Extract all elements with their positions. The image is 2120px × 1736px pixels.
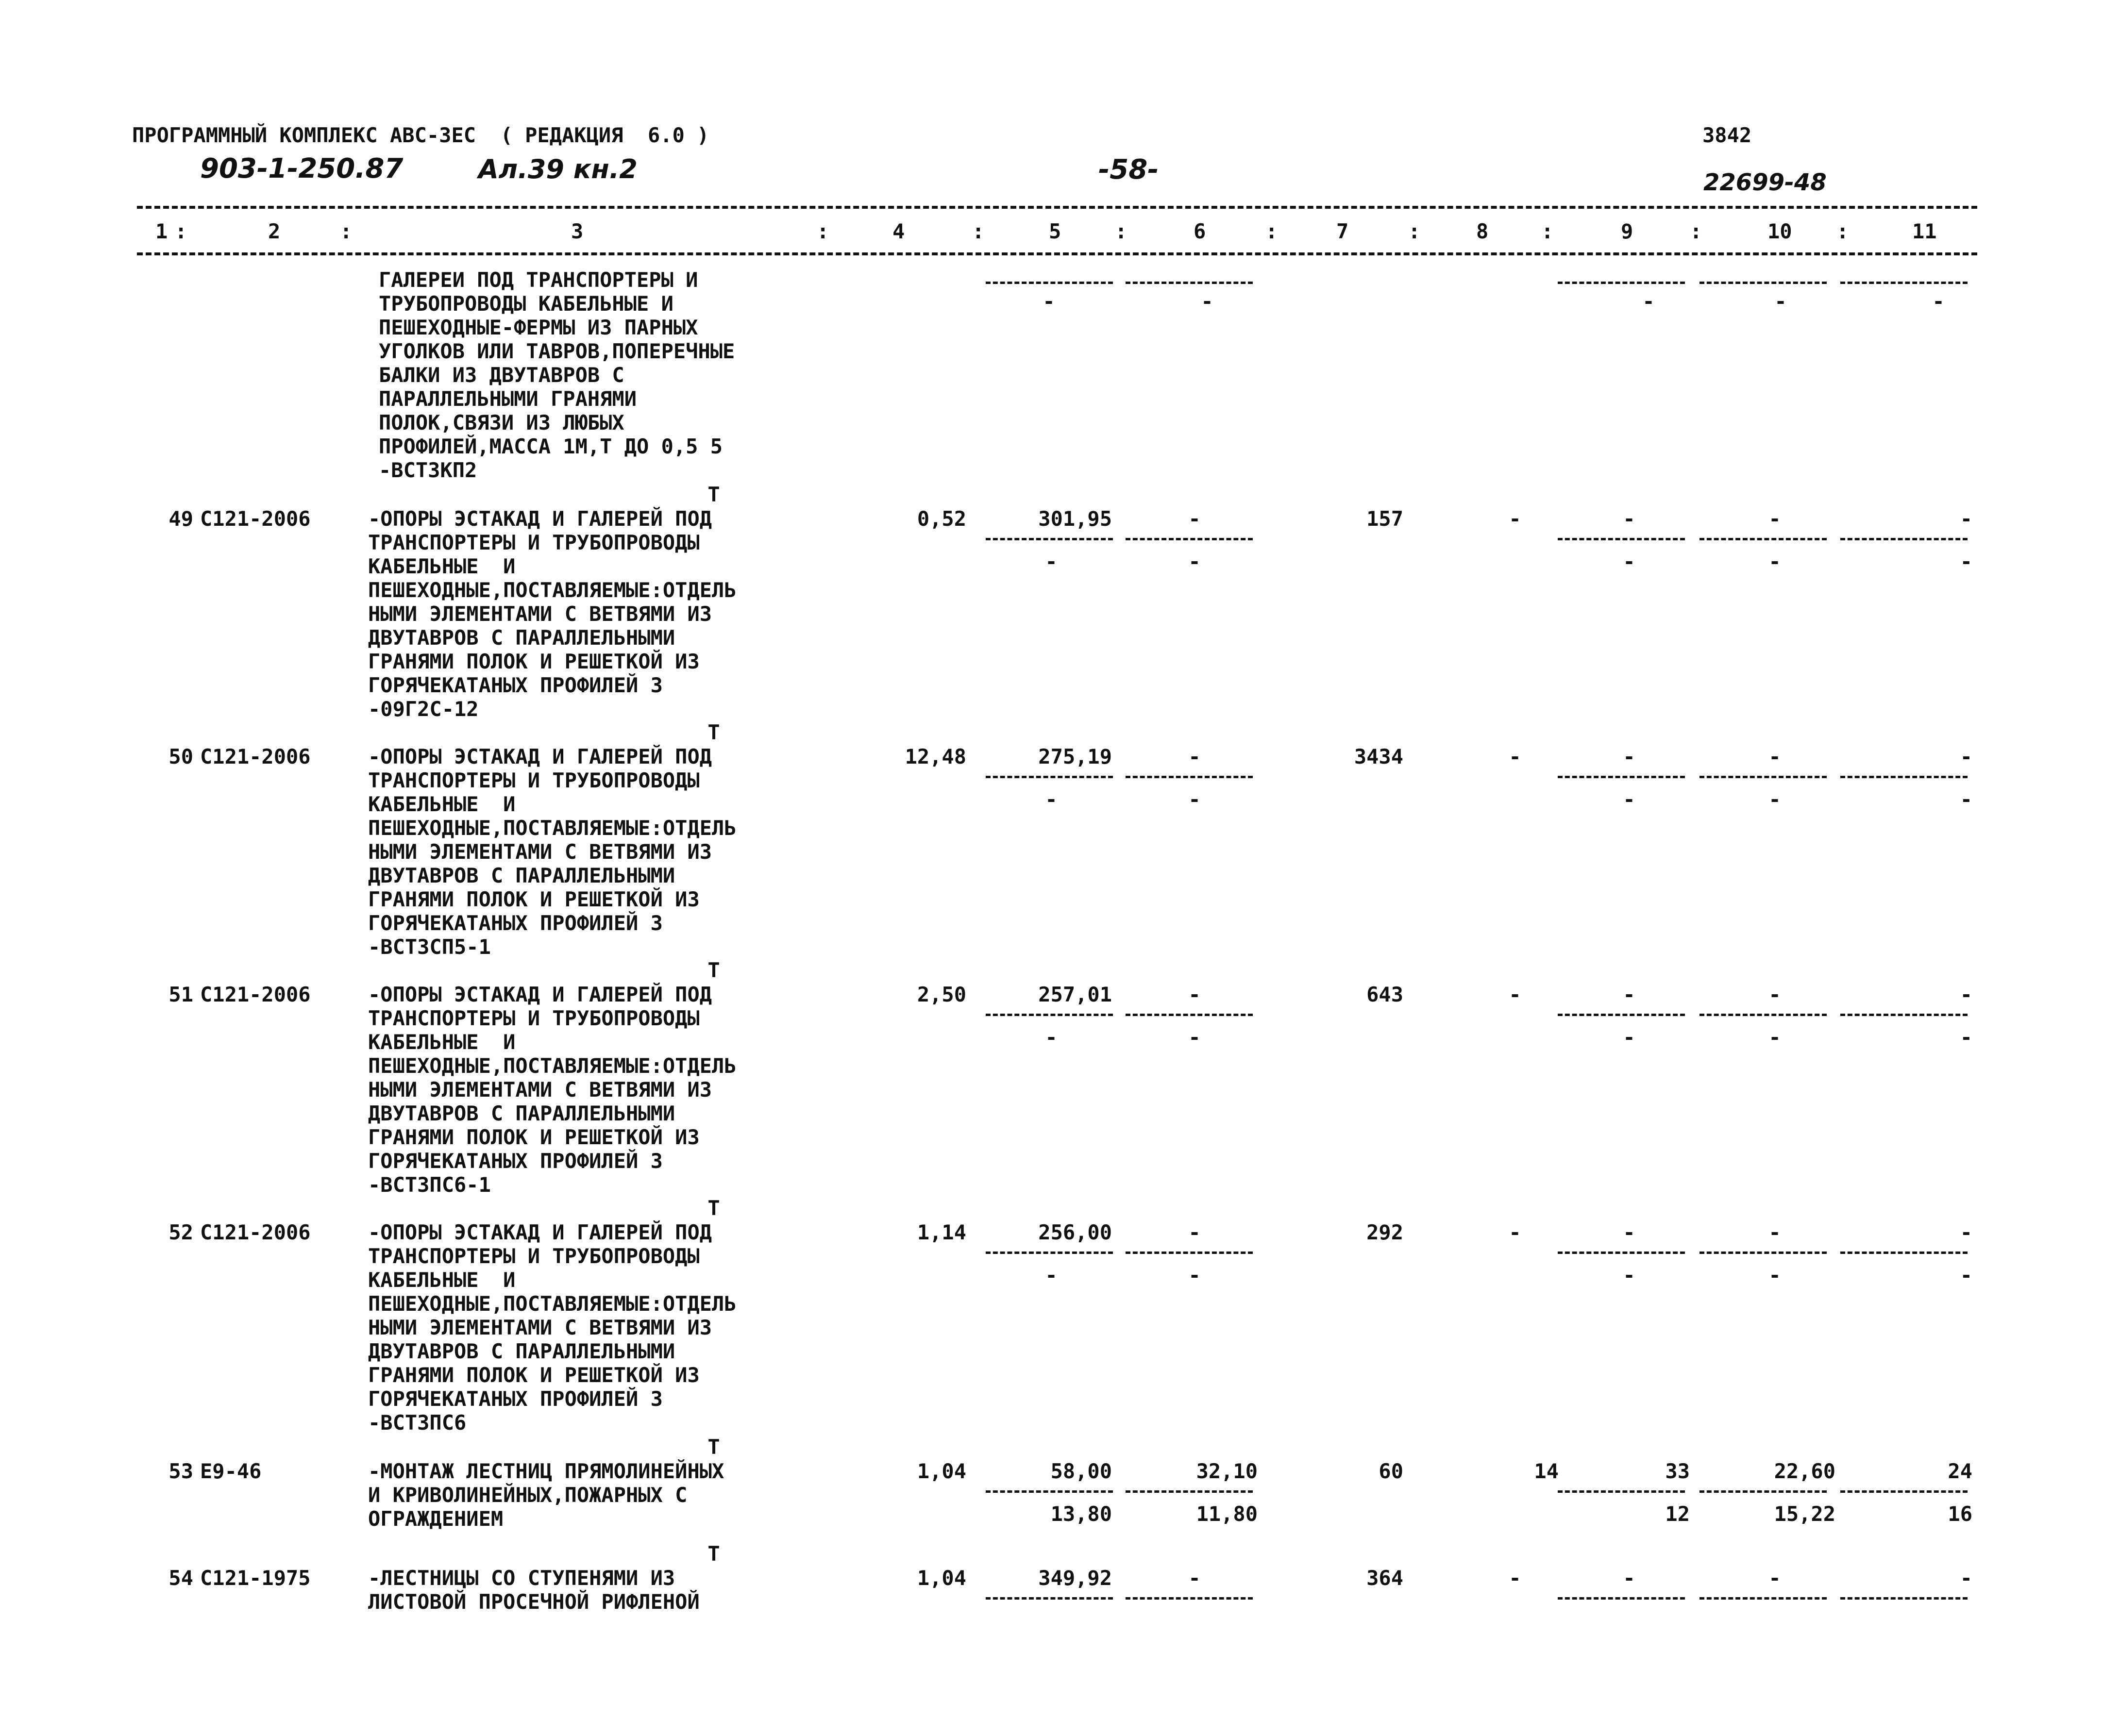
- quantity: 1,14: [917, 1220, 966, 1244]
- subtotal-rule: [1699, 282, 1827, 284]
- cell-c6: -: [1188, 983, 1201, 1006]
- column-header-6: 6: [1194, 219, 1206, 243]
- cell-c7: 364: [1366, 1566, 1403, 1590]
- cell-c5-bottom: -: [1045, 1263, 1058, 1287]
- cell-c9-bottom: -: [1623, 550, 1635, 573]
- cell-c9: -: [1623, 745, 1635, 768]
- column-header-5: 5: [1049, 219, 1061, 243]
- column-header-2: 2: [268, 219, 281, 243]
- cell-c8: -: [1509, 745, 1521, 768]
- cell-c5-bottom: -: [1045, 550, 1058, 573]
- cell-c5-bottom: -: [1045, 1025, 1058, 1049]
- row-number: 50: [168, 745, 193, 768]
- subtotal-rule: [1126, 1014, 1253, 1016]
- subtotal-rule: [1840, 1014, 1968, 1016]
- cell-c8: -: [1509, 1566, 1521, 1590]
- cell-c5-bottom: 13,80: [1050, 1502, 1112, 1526]
- row-number: 51: [168, 983, 193, 1006]
- cell-c6-bottom: -: [1188, 550, 1201, 573]
- subtotal-rule: [1558, 776, 1685, 778]
- subtotal-rule: [1699, 1597, 1827, 1600]
- cell-c11: 24: [1948, 1459, 1972, 1483]
- cell-c5-bottom: -: [1045, 787, 1058, 811]
- quantity: 1,04: [917, 1459, 966, 1483]
- work-description: -ОПОРЫ ЭСТАКАД И ГАЛЕРЕЙ ПОД ТРАНСПОРТЕРЫ И ТРУБОПРОВОДЫ КАБЕЛЬНЫЕ И ПЕШЕХОДНЫЕ,ПОСТАВЛЯЕМЫЕ:ОТДЕЛЬ НЫМИ ЭЛЕМЕНТАМИ С ВЕТВЯМИ ИЗ ДВУТАВРОВ С ПАРАЛЛЕЛЬНЫМИ ГРАНЯМИ ПОЛОК И РЕШЕТКОЙ ИЗ ГОРЯЧЕКАТАНЫХ ПРОФИЛЕЙ 3 -ВСТ3ПС6: [368, 1220, 737, 1435]
- cell-c11-bottom: -: [1960, 1025, 1972, 1049]
- subtotal-rule: [1699, 776, 1827, 778]
- column-separator: :: [972, 219, 985, 243]
- cell-c5: 257,01: [1038, 983, 1112, 1006]
- column-header-1: 1: [155, 219, 168, 243]
- column-separator: :: [1265, 219, 1278, 243]
- cell-c10-bottom: -: [1768, 1263, 1781, 1287]
- cell-c5: 301,95: [1038, 507, 1112, 531]
- cell-c9-bottom: -: [1642, 289, 1655, 313]
- row-number: 52: [168, 1220, 193, 1244]
- cell-c5: 349,92: [1038, 1566, 1112, 1590]
- unit-marker: Т: [707, 1542, 720, 1566]
- cell-c6-bottom: -: [1188, 787, 1201, 811]
- subtotal-rule: [1699, 1252, 1827, 1254]
- program-header: ПРОГРАММНЫЙ КОМПЛЕКС АВС-ЗЕС ( РЕДАКЦИЯ 6.0 ): [132, 123, 709, 147]
- row-number: 53: [168, 1459, 193, 1483]
- cell-c10: -: [1768, 1220, 1781, 1244]
- subtotal-rule: [986, 776, 1113, 778]
- subtotal-rule: [1699, 1490, 1827, 1493]
- cell-c10-bottom: 15,22: [1774, 1502, 1835, 1526]
- column-separator: :: [1115, 219, 1127, 243]
- column-header-4: 4: [892, 219, 905, 243]
- handwritten-sheet-ref: Ал.39 кн.2: [478, 154, 638, 184]
- table-header-rule: [137, 252, 1977, 255]
- row-number: 54: [168, 1566, 193, 1590]
- column-header-7: 7: [1336, 219, 1349, 243]
- page-number: -58-: [1098, 154, 1159, 185]
- cell-c11-bottom: 16: [1948, 1502, 1972, 1526]
- cell-c9: -: [1623, 507, 1635, 531]
- cell-c10: 22,60: [1774, 1459, 1835, 1483]
- cell-c9-bottom: -: [1623, 1263, 1635, 1287]
- rate-code: С121-2006: [200, 1220, 311, 1244]
- cell-c6-bottom: -: [1201, 289, 1213, 313]
- subtotal-rule: [1558, 1252, 1685, 1254]
- subtotal-rule: [986, 1014, 1113, 1016]
- subtotal-rule: [986, 1597, 1113, 1600]
- subtotal-rule: [1558, 1014, 1685, 1016]
- cell-c9-bottom: -: [1623, 787, 1635, 811]
- unit-marker: Т: [707, 720, 720, 744]
- subtotal-rule: [1126, 282, 1253, 284]
- cell-c10-bottom: -: [1768, 787, 1781, 811]
- column-separator: :: [175, 219, 187, 243]
- subtotal-rule: [1699, 538, 1827, 540]
- cell-c5-bottom: -: [1043, 289, 1055, 313]
- cell-c10: -: [1768, 1566, 1781, 1590]
- subtotal-rule: [1699, 1014, 1827, 1016]
- subtotal-rule: [1840, 776, 1968, 778]
- unit-marker: Т: [707, 483, 720, 506]
- column-separator: :: [817, 219, 829, 243]
- cell-c8: 14: [1534, 1459, 1559, 1483]
- subtotal-rule: [986, 1252, 1113, 1254]
- work-description: -ОПОРЫ ЭСТАКАД И ГАЛЕРЕЙ ПОД ТРАНСПОРТЕРЫ И ТРУБОПРОВОДЫ КАБЕЛЬНЫЕ И ПЕШЕХОДНЫЕ,ПОСТАВЛЯЕМЫЕ:ОТДЕЛЬ НЫМИ ЭЛЕМЕНТАМИ С ВЕТВЯМИ ИЗ ДВУТАВРОВ С ПАРАЛЛЕЛЬНЫМИ ГРАНЯМИ ПОЛОК И РЕШЕТКОЙ ИЗ ГОРЯЧЕКАТАНЫХ ПРОФИЛЕЙ 3 -ВСТ3СП5-1: [368, 745, 737, 959]
- subtotal-rule: [1840, 1597, 1968, 1600]
- cell-c6: -: [1188, 507, 1201, 531]
- subtotal-rule: [1558, 282, 1685, 284]
- subtotal-rule: [986, 1490, 1113, 1493]
- cell-c6-bottom: -: [1188, 1025, 1201, 1049]
- cell-c6: 32,10: [1196, 1459, 1258, 1483]
- column-separator: :: [340, 219, 353, 243]
- cell-c6-bottom: -: [1188, 1263, 1201, 1287]
- cell-c11: -: [1960, 1220, 1972, 1244]
- cell-c5: 58,00: [1050, 1459, 1112, 1483]
- unit-marker: Т: [707, 1435, 720, 1459]
- rate-code: Е9-46: [200, 1459, 262, 1483]
- subtotal-rule: [1840, 1490, 1968, 1493]
- work-description: -ОПОРЫ ЭСТАКАД И ГАЛЕРЕЙ ПОД ТРАНСПОРТЕРЫ И ТРУБОПРОВОДЫ КАБЕЛЬНЫЕ И ПЕШЕХОДНЫЕ,ПОСТАВЛЯЕМЫЕ:ОТДЕЛЬ НЫМИ ЭЛЕМЕНТАМИ С ВЕТВЯМИ ИЗ ДВУТАВРОВ С ПАРАЛЛЕЛЬНЫМИ ГРАНЯМИ ПОЛОК И РЕШЕТКОЙ ИЗ ГОРЯЧЕКАТАНЫХ ПРОФИЛЕЙ 3 -ВСТ3ПС6-1: [368, 983, 737, 1197]
- subtotal-rule: [1558, 538, 1685, 540]
- cell-c9: -: [1623, 1566, 1635, 1590]
- cell-c9-bottom: -: [1623, 1025, 1635, 1049]
- rate-code: С121-2006: [200, 983, 311, 1006]
- cell-c11: -: [1960, 507, 1972, 531]
- rate-code: С121-1975: [200, 1566, 311, 1590]
- cell-c8: -: [1509, 507, 1521, 531]
- subtotal-rule: [986, 538, 1113, 540]
- column-header-8: 8: [1476, 219, 1489, 243]
- handwritten-project-number: 903-1-250.87: [200, 153, 404, 184]
- cell-c10-bottom: -: [1768, 1025, 1781, 1049]
- work-description: -ОПОРЫ ЭСТАКАД И ГАЛЕРЕЙ ПОД ТРАНСПОРТЕРЫ И ТРУБОПРОВОДЫ КАБЕЛЬНЫЕ И ПЕШЕХОДНЫЕ,ПОСТАВЛЯЕМЫЕ:ОТДЕЛЬ НЫМИ ЭЛЕМЕНТАМИ С ВЕТВЯМИ ИЗ ДВУТАВРОВ С ПАРАЛЛЕЛЬНЫМИ ГРАНЯМИ ПОЛОК И РЕШЕТКОЙ ИЗ ГОРЯЧЕКАТАНЫХ ПРОФИЛЕЙ 3 -09Г2С-12: [368, 507, 737, 721]
- cell-c10-bottom: -: [1768, 550, 1781, 573]
- subtotal-rule: [1126, 538, 1253, 540]
- cell-c6-bottom: 11,80: [1196, 1502, 1258, 1526]
- cell-c11-bottom: -: [1960, 1263, 1972, 1287]
- rate-code: С121-2006: [200, 507, 311, 531]
- cell-c8: -: [1509, 1220, 1521, 1244]
- cell-c7: 3434: [1354, 745, 1403, 768]
- quantity: 0,52: [917, 507, 966, 531]
- cell-c7: 157: [1366, 507, 1403, 531]
- subtotal-rule: [1840, 1252, 1968, 1254]
- subtotal-rule: [1126, 1252, 1253, 1254]
- column-separator: :: [1408, 219, 1421, 243]
- cell-c6: -: [1188, 1220, 1201, 1244]
- column-separator: :: [1541, 219, 1554, 243]
- quantity: 2,50: [917, 983, 966, 1006]
- cell-c11-bottom: -: [1932, 289, 1945, 313]
- column-header-11: 11: [1912, 219, 1937, 243]
- unit-marker: Т: [707, 958, 720, 982]
- quantity: 1,04: [917, 1566, 966, 1590]
- cell-c5: 256,00: [1038, 1220, 1112, 1244]
- subtotal-rule: [1558, 1490, 1685, 1493]
- column-header-9: 9: [1621, 219, 1633, 243]
- unit-marker: Т: [707, 1196, 720, 1220]
- cell-c7: 643: [1366, 983, 1403, 1006]
- cell-c10: -: [1768, 983, 1781, 1006]
- cell-c11-bottom: -: [1960, 550, 1972, 573]
- table-top-rule: [137, 206, 1977, 209]
- subtotal-rule: [1126, 1490, 1253, 1493]
- subtotal-rule: [1558, 1597, 1685, 1600]
- cell-c11: -: [1960, 983, 1972, 1006]
- cell-c9: 33: [1665, 1459, 1690, 1483]
- cell-c10: -: [1768, 745, 1781, 768]
- subtotal-rule: [1840, 538, 1968, 540]
- row-number: 49: [168, 507, 193, 531]
- cell-c6: -: [1188, 1566, 1201, 1590]
- column-header-10: 10: [1767, 219, 1792, 243]
- cell-c7: 292: [1366, 1220, 1403, 1244]
- cell-c7: 60: [1379, 1459, 1403, 1483]
- rate-code: С121-2006: [200, 745, 311, 768]
- cell-c11: -: [1960, 1566, 1972, 1590]
- work-description: -МОНТАЖ ЛЕСТНИЦ ПРЯМОЛИНЕЙНЫХ И КРИВОЛИНЕЙНЫХ,ПОЖАРНЫХ С ОГРАЖДЕНИЕМ: [368, 1459, 724, 1531]
- subtotal-rule: [1126, 776, 1253, 778]
- cell-c10-bottom: -: [1774, 289, 1787, 313]
- cell-c11: -: [1960, 745, 1972, 768]
- work-description: -ЛЕСТНИЦЫ СО СТУПЕНЯМИ ИЗ ЛИСТОВОЙ ПРОСЕЧНОЙ РИФЛЕНОЙ: [368, 1566, 700, 1614]
- code-number: 3842: [1702, 123, 1752, 147]
- cell-c9: -: [1623, 983, 1635, 1006]
- column-separator: :: [1836, 219, 1849, 243]
- cell-c10: -: [1768, 507, 1781, 531]
- column-separator: :: [1690, 219, 1702, 243]
- cell-c5: 275,19: [1038, 745, 1112, 768]
- cell-c11-bottom: -: [1960, 787, 1972, 811]
- subtotal-rule: [1840, 282, 1968, 284]
- cell-c6: -: [1188, 745, 1201, 768]
- cell-c8: -: [1509, 983, 1521, 1006]
- handwritten-doc-number: 22699-48: [1703, 169, 1827, 196]
- cell-c9-bottom: 12: [1665, 1502, 1690, 1526]
- continuation-description: ГАЛЕРЕИ ПОД ТРАНСПОРТЕРЫ И ТРУБОПРОВОДЫ КАБЕЛЬНЫЕ И ПЕШЕХОДНЫЕ-ФЕРМЫ ИЗ ПАРНЫХ УГОЛКОВ ИЛИ ТАВРОВ,ПОПЕРЕЧНЫЕ БАЛКИ ИЗ ДВУТАВРОВ С ПАРАЛЛЕЛЬНЫМИ ГРАНЯМИ ПОЛОК,СВЯЗИ ИЗ ЛЮБЫХ ПРОФИЛЕЙ,МАССА 1М,Т ДО 0,5 5 -ВСТ3КП2: [379, 268, 735, 482]
- column-header-3: 3: [571, 219, 584, 243]
- quantity: 12,48: [905, 745, 966, 768]
- subtotal-rule: [1126, 1597, 1253, 1600]
- subtotal-rule: [986, 282, 1113, 284]
- cell-c9: -: [1623, 1220, 1635, 1244]
